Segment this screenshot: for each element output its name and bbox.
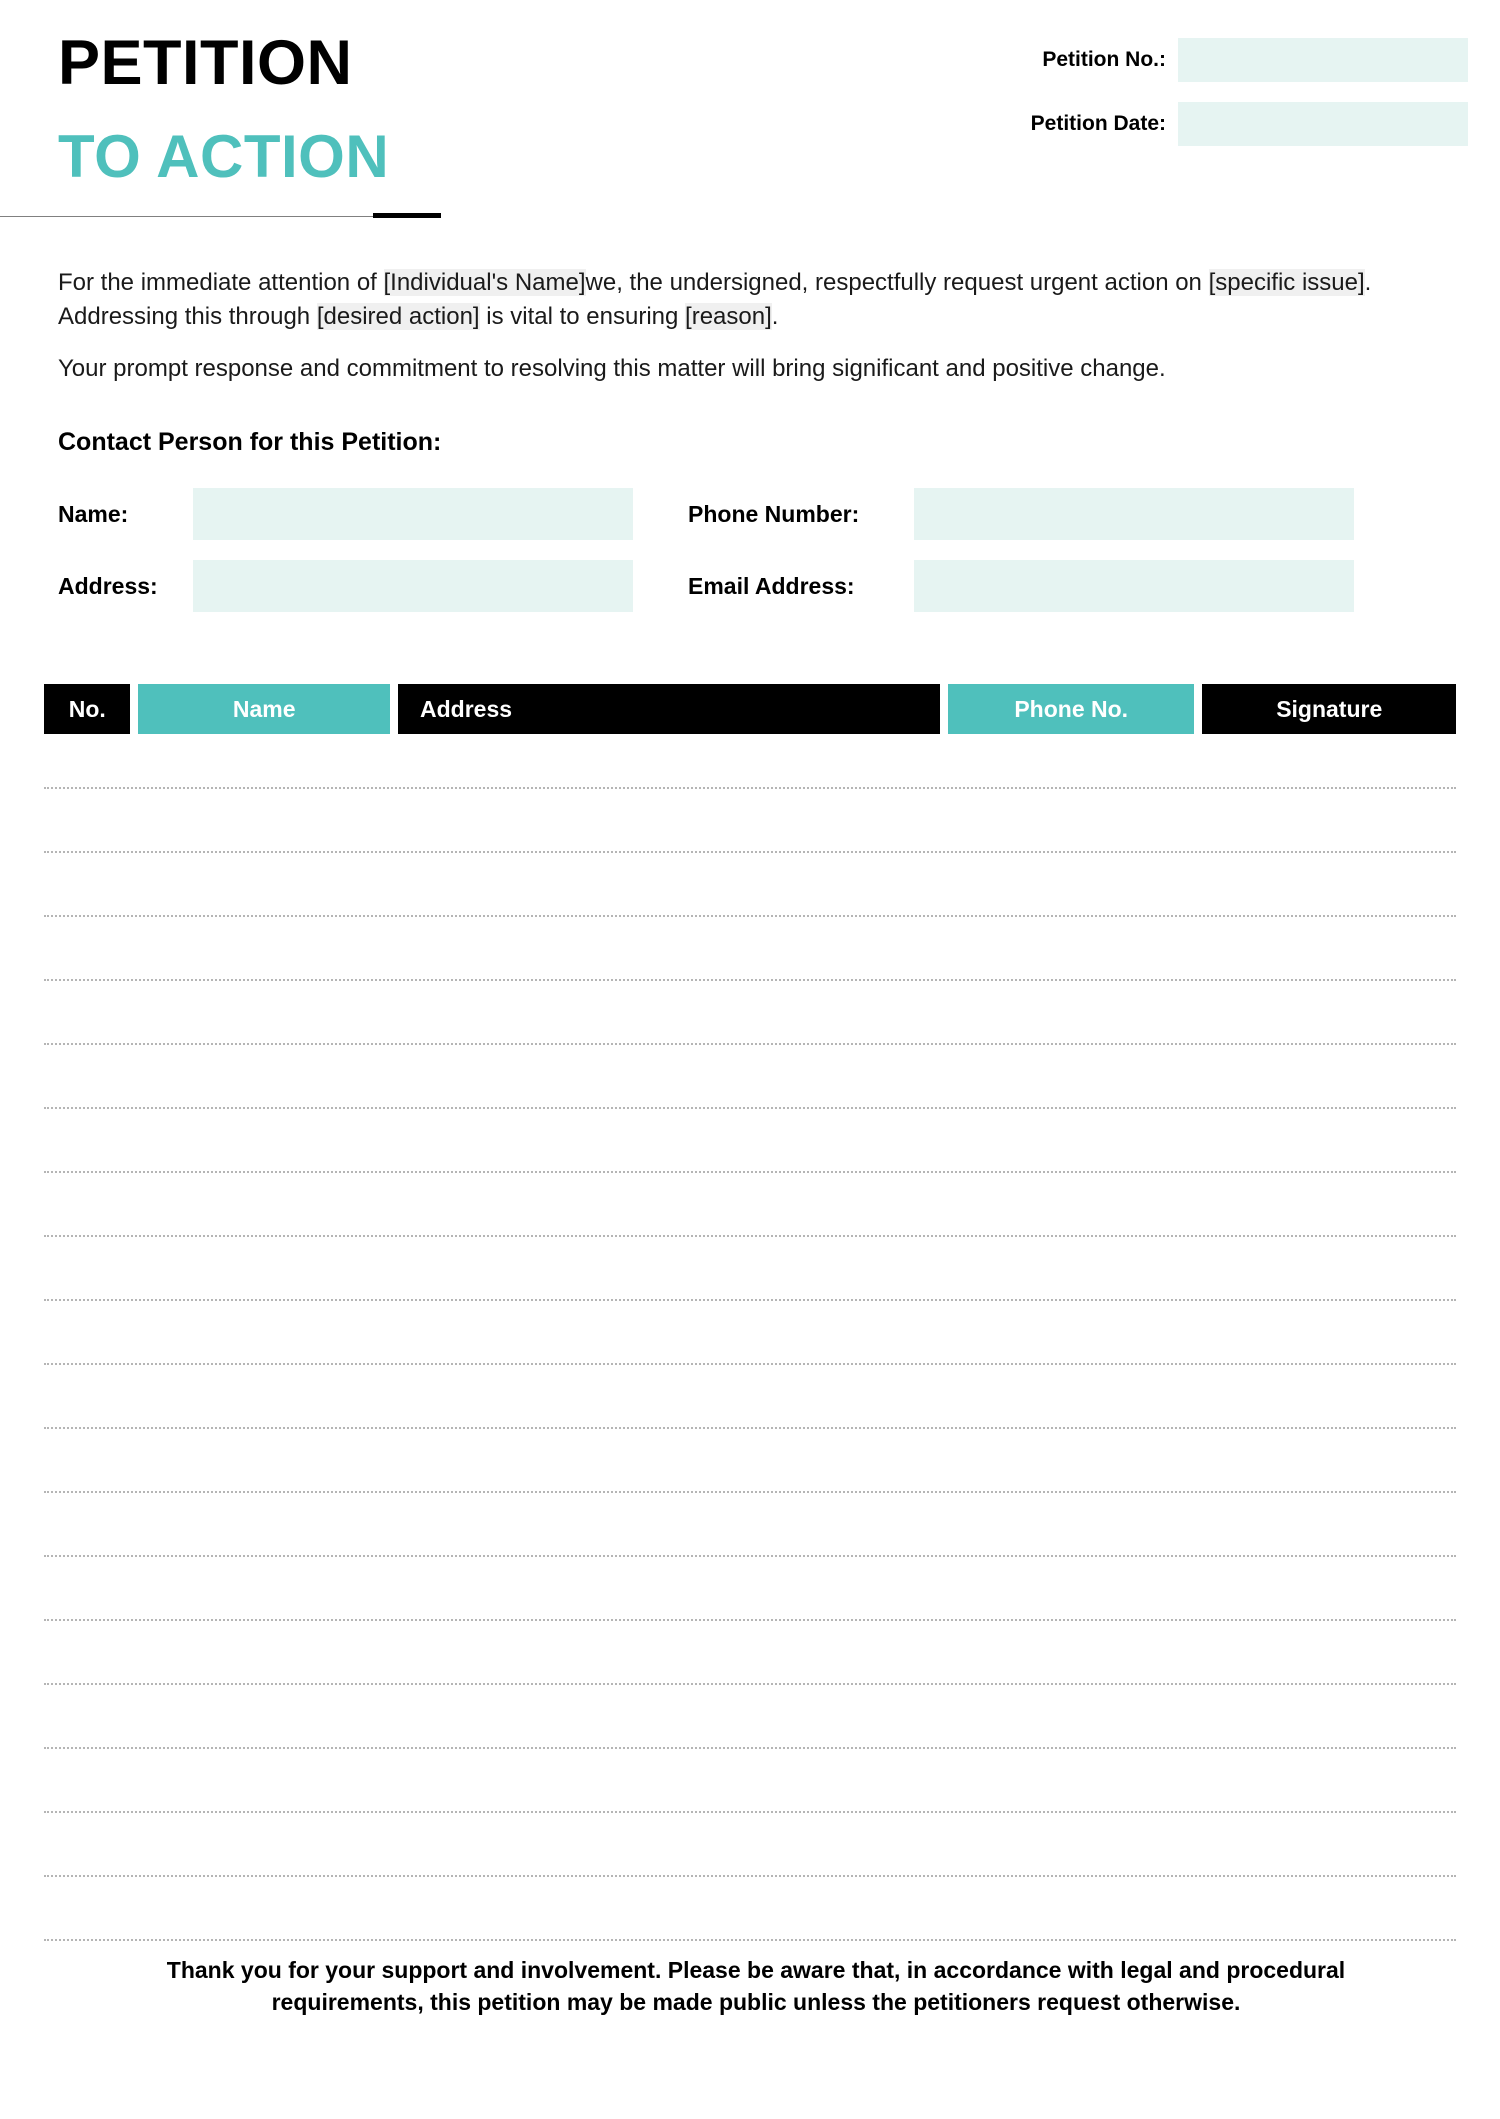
table-body	[44, 734, 1456, 1941]
placeholder-individual-name[interactable]: [Individual's Name]	[383, 269, 586, 296]
footer-line-1: Thank you for your support and involvement. Please be aware that, in accordance with legal and procedural	[166, 1957, 1346, 1983]
title-block	[58, 28, 390, 190]
petition-no-input[interactable]	[1178, 38, 1468, 82]
table-header-name: Name	[138, 684, 390, 734]
title-divider-accent	[373, 213, 441, 218]
intro-text	[58, 266, 1454, 404]
table-row[interactable]	[44, 1877, 1456, 1941]
page-subtitle: TO ACTION	[58, 123, 390, 190]
footer-line-2: requirements, this petition may be made public unless the petitioners request otherwise.	[271, 1989, 1241, 2016]
table-row[interactable]	[44, 1621, 1456, 1685]
placeholder-reason[interactable]: [reason]	[685, 303, 772, 331]
placeholder-specific-issue[interactable]: [specific issue]	[1208, 269, 1365, 296]
table-row[interactable]	[44, 917, 1456, 981]
contact-section-heading: Contact Person for this Petition:	[58, 428, 442, 456]
table-row[interactable]	[44, 734, 1456, 789]
contact-fields	[58, 488, 1454, 632]
table-header-no: No.	[44, 684, 130, 734]
petition-meta-fields	[978, 38, 1468, 166]
contact-phone-field	[688, 488, 1454, 540]
table-header-signature: Signature	[1202, 684, 1456, 734]
table-row[interactable]	[44, 1109, 1456, 1173]
footer-note	[58, 1954, 1454, 2018]
contact-name-field	[58, 488, 688, 540]
table-header-phone-no: Phone No.	[948, 684, 1195, 734]
table-row[interactable]	[44, 1301, 1456, 1365]
signature-table	[44, 684, 1456, 1941]
page-title: PETITION	[58, 28, 353, 98]
table-row[interactable]	[44, 1237, 1456, 1301]
table-header-row	[44, 684, 1456, 734]
phone-number-input[interactable]	[914, 488, 1354, 540]
table-row[interactable]	[44, 1173, 1456, 1237]
name-label: Name:	[58, 500, 129, 527]
intro-paragraph-2: Your prompt response and commitment to resolving this matter will bring significant and positive change.	[58, 355, 1166, 383]
contact-row-1	[58, 488, 1454, 540]
table-row[interactable]	[44, 1557, 1456, 1621]
table-row[interactable]	[44, 789, 1456, 853]
table-row[interactable]	[44, 1365, 1456, 1429]
petition-date-label: Petition Date:	[1030, 112, 1166, 135]
email-address-input[interactable]	[914, 560, 1354, 612]
address-input[interactable]	[193, 560, 633, 612]
address-label: Address:	[58, 572, 158, 599]
petition-date-input[interactable]	[1178, 102, 1468, 146]
table-row[interactable]	[44, 1749, 1456, 1813]
intro-text-segment: . Addressing this through	[58, 269, 1372, 331]
contact-email-field	[688, 560, 1454, 612]
name-input[interactable]	[193, 488, 633, 540]
intro-text-segment: we, the undersigned, respectfully request urgent action on	[585, 269, 1209, 296]
table-row[interactable]	[44, 1045, 1456, 1109]
petition-date-row	[978, 102, 1468, 146]
table-row[interactable]	[44, 853, 1456, 917]
table-row[interactable]	[44, 1813, 1456, 1877]
intro-paragraph-1	[58, 266, 1454, 334]
table-row[interactable]	[44, 1685, 1456, 1749]
contact-row-2	[58, 560, 1454, 612]
document-header	[0, 0, 1500, 230]
petition-no-label: Petition No.:	[1042, 48, 1166, 71]
petition-no-row	[978, 38, 1468, 82]
table-header-address: Address	[398, 684, 940, 734]
intro-text-segment: .	[771, 303, 779, 331]
phone-number-label: Phone Number:	[688, 500, 860, 527]
email-address-label: Email Address:	[688, 572, 855, 599]
placeholder-desired-action[interactable]: [desired action]	[316, 303, 480, 331]
intro-text-segment: is vital to ensuring	[479, 303, 686, 331]
table-row[interactable]	[44, 981, 1456, 1045]
intro-text-segment: For the immediate attention of	[58, 269, 384, 296]
table-row[interactable]	[44, 1429, 1456, 1493]
table-row[interactable]	[44, 1493, 1456, 1557]
contact-address-field	[58, 560, 688, 612]
